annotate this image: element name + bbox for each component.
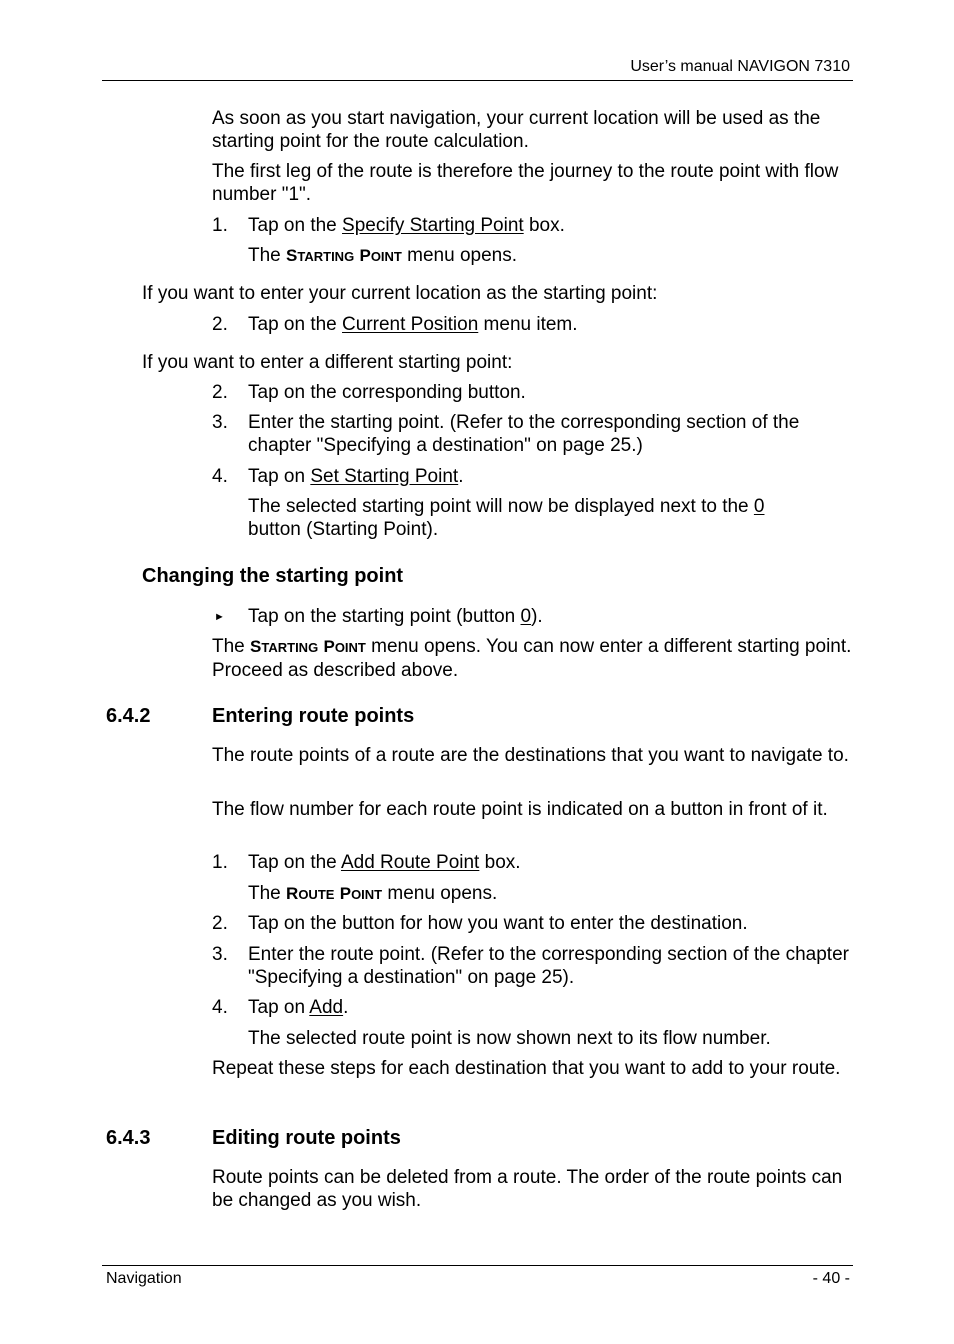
section-number: 6.4.2 (106, 705, 151, 727)
step-corresponding-button: Tap on the corresponding button. (248, 382, 526, 403)
starting-point-button-ref[interactable]: 0 (520, 606, 532, 627)
step-number: 2. (212, 913, 228, 934)
add-link[interactable]: Add (309, 997, 344, 1018)
step-number: 1. (212, 852, 228, 873)
subheading-changing-start: Changing the starting point (142, 565, 404, 587)
footer-section-name: Navigation (106, 1270, 182, 1287)
current-position-link[interactable]: Current Position (342, 314, 479, 335)
step-number: 3. (212, 412, 228, 433)
running-header: User’s manual NAVIGON 7310 (630, 58, 850, 75)
step-number: 1. (212, 215, 228, 236)
step-number: 4. (212, 997, 228, 1018)
section-title-editing-route-points: Editing route points (212, 1127, 401, 1149)
route-points-paragraph-1: The route points of a route are the destinations that you want to navigate to. (212, 745, 849, 766)
repeat-steps-paragraph: Repeat these steps for each destination that you want to add to your route. (212, 1058, 841, 1079)
step-enter-route-point: Enter the route point. (Refer to the corresponding section of the chapter "Specifying a destination" on page 25). (248, 944, 849, 988)
arrow-bullet-icon: ► (214, 611, 225, 623)
step-number: 2. (212, 314, 228, 335)
add-route-point-link[interactable]: Add Route Point (340, 852, 480, 873)
intro-paragraph-1: As soon as you start navigation, your current location will be used as the starting point for the route calculation. (212, 108, 821, 152)
intro-paragraph-2: The first leg of the route is therefore the journey to the route point with flow number "1". (212, 161, 839, 205)
current-location-lead: If you want to enter your current location as the starting point: (142, 283, 658, 304)
set-starting-point-link[interactable]: Set Starting Point (310, 466, 459, 487)
footer-rule (102, 1265, 853, 1266)
header-rule (102, 80, 853, 81)
route-point-result: The selected route point is now shown next to its flow number. (248, 1028, 771, 1049)
step-tap-add: Tap on Add. (248, 997, 349, 1018)
editing-paragraph: Route points can be deleted from a route. The order of the route points can be changed as you wish. (212, 1167, 843, 1211)
step-current-position: Tap on the Current Position menu item. (248, 314, 578, 335)
section-title-entering-route-points: Entering route points (212, 705, 415, 727)
specify-starting-point-link[interactable]: Specify Starting Point (342, 215, 524, 236)
step-number: 3. (212, 944, 228, 965)
page-number: - 40 - (812, 1270, 850, 1287)
starting-point-result: The selected starting point will now be displayed next to the 0 button (Starting Point). (248, 496, 765, 540)
route-point-menu-note: The ROUTE POINT menu opens. (248, 883, 498, 904)
step-add-route-point: Tap on the Add Route Point box. (248, 852, 521, 873)
step-enter-starting-point: Enter the starting point. (Refer to the corresponding section of the chapter "Specifying a destination" on page 25.) (248, 412, 800, 456)
different-start-lead: If you want to enter a different starting point: (142, 352, 513, 373)
step-choose-entry-button: Tap on the button for how you want to enter the destination. (248, 913, 748, 934)
section-number: 6.4.3 (106, 1127, 151, 1149)
step-set-starting-point: Tap on Set Starting Point. (248, 466, 464, 487)
route-points-paragraph-2: The flow number for each route point is indicated on a button in front of it. (212, 799, 828, 820)
step-number: 4. (212, 466, 228, 487)
step-tap-starting-point: Tap on the starting point (button 0). (248, 606, 543, 627)
starting-point-button-ref[interactable]: 0 (753, 496, 765, 517)
step-specify-starting-point: Tap on the Specify Starting Point box. (248, 215, 565, 236)
step-number: 2. (212, 382, 228, 403)
starting-point-menu-note: The STARTING POINT menu opens. (248, 245, 518, 266)
starting-point-menu-paragraph: The STARTING POINT menu opens. You can now enter a different starting point. Proceed as described above. (212, 636, 852, 681)
